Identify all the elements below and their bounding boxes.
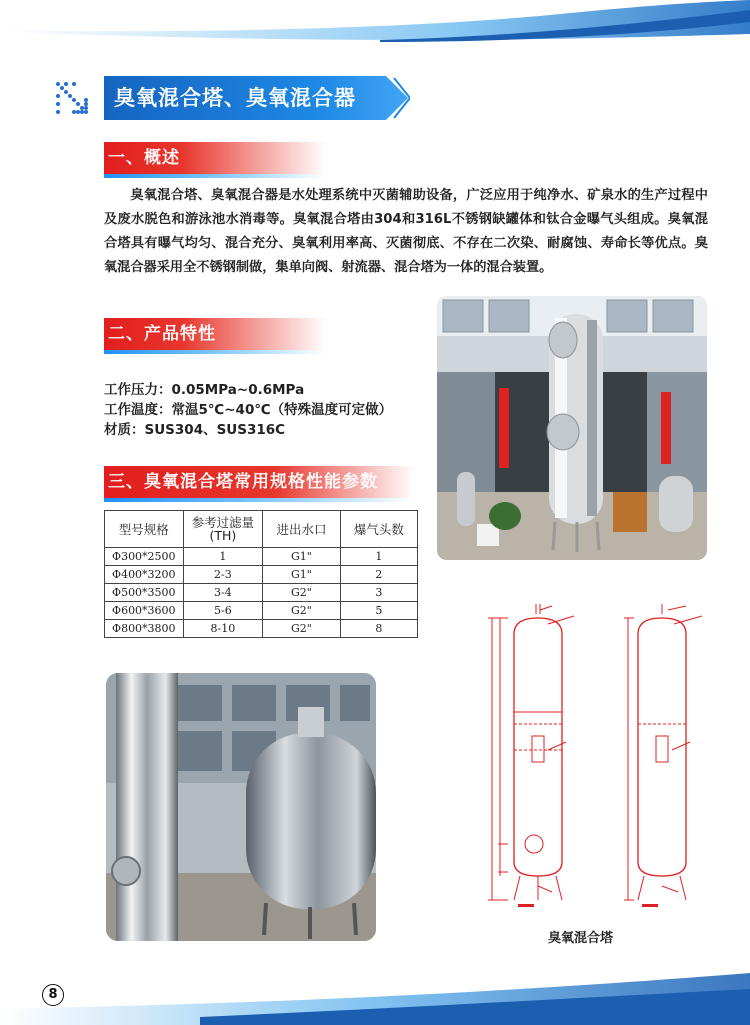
drawing-caption: 臭氧混合塔 <box>548 931 614 946</box>
product-photo-tanks <box>106 673 376 941</box>
section-heading-overview: 一、概述 <box>108 148 180 168</box>
spec-table-header-row <box>105 511 418 548</box>
cell-aerator: 3 <box>340 584 417 602</box>
cell-flow: 5-6 <box>183 602 263 620</box>
cell-port: G1" <box>263 548 340 566</box>
column-header-model: 型号规格 <box>105 511 184 548</box>
page-number: 8 <box>42 984 64 1006</box>
column-header-port: 进出水口 <box>263 511 340 548</box>
title-arrow-icon <box>52 76 96 120</box>
column-header-flow: 参考过滤量(TH) <box>183 511 263 548</box>
overview-paragraph <box>104 184 708 280</box>
table-row <box>105 620 418 638</box>
spec-table <box>104 510 418 638</box>
cell-flow: 8-10 <box>183 620 263 638</box>
cell-port: G2" <box>263 620 340 638</box>
column-header-aerator: 爆气头数 <box>340 511 417 548</box>
bottom-decorative-wave <box>0 965 750 1025</box>
top-decorative-wave <box>0 0 750 48</box>
tower-photo-illustration <box>437 296 707 560</box>
cell-aerator: 5 <box>340 602 417 620</box>
table-row <box>105 602 418 620</box>
cell-flow: 1 <box>183 548 263 566</box>
cell-model: Φ500*3500 <box>105 584 184 602</box>
section-heading-features: 二、产品特性 <box>108 324 216 344</box>
cell-aerator: 8 <box>340 620 417 638</box>
working-pressure: 工作压力：0.05MPa~0.6MPa <box>104 382 305 398</box>
cell-aerator: 1 <box>340 548 417 566</box>
cell-model: Φ800*3800 <box>105 620 184 638</box>
cell-port: G2" <box>263 602 340 620</box>
working-temperature: 工作温度：常温5℃~40℃（特殊温度可定做） <box>104 402 393 418</box>
table-row <box>105 584 418 602</box>
technical-drawing <box>478 600 718 935</box>
tanks-photo-illustration <box>106 673 376 941</box>
material: 材质：SUS304、SUS316C <box>104 422 286 438</box>
cell-aerator: 2 <box>340 566 417 584</box>
cell-model: Φ300*2500 <box>105 548 184 566</box>
cell-model: Φ400*3200 <box>105 566 184 584</box>
cell-port: G2" <box>263 584 340 602</box>
cell-flow: 3-4 <box>183 584 263 602</box>
section-heading-specs: 三、臭氧混合塔常用规格性能参数 <box>108 472 378 492</box>
cell-model: Φ600*3600 <box>105 602 184 620</box>
cell-flow: 2-3 <box>183 566 263 584</box>
overview-text: 臭氧混合塔、臭氧混合器是水处理系统中灭菌辅助设备，广泛应用于纯净水、矿泉水的生产过程中及废水脱色和游泳池水消毒等。臭氧混合塔由304和316L不锈钢缺罐体和钛合金曝气头组成。臭氧混合塔具有曝气均匀、混合充分、臭氧利用率高、灭菌彻底、不存在二次染、耐腐蚀、寿命长等优点。臭氧混合器采用全不锈钢制做，集单向阀、射流器、混合塔为一体的混合装置。 <box>104 188 708 275</box>
cell-port: G1" <box>263 566 340 584</box>
page-title: 臭氧混合塔、臭氧混合器 <box>114 86 356 110</box>
table-row <box>105 548 418 566</box>
product-photo-tower <box>437 296 707 560</box>
table-row <box>105 566 418 584</box>
